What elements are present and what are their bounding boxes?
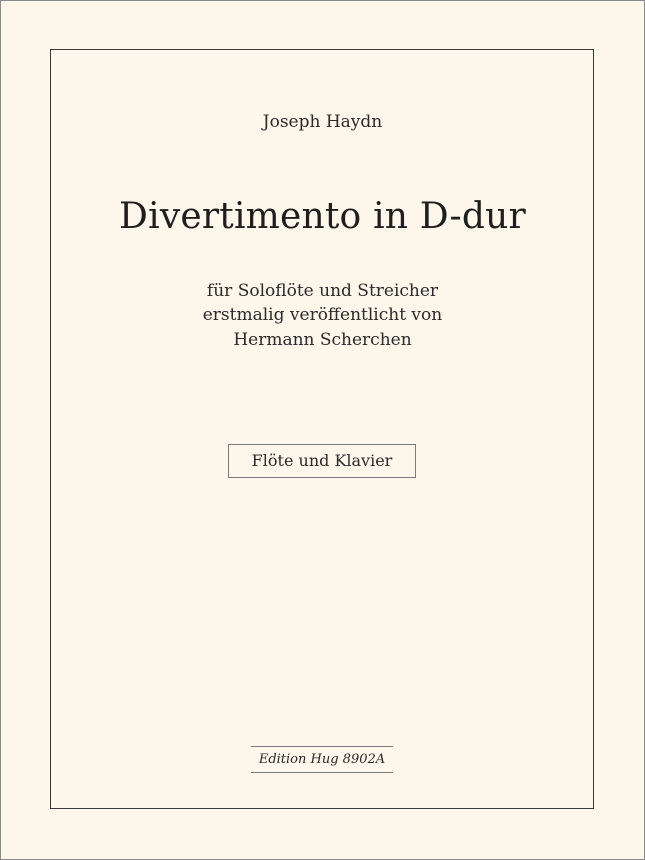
composer-name: Joseph Haydn bbox=[262, 112, 383, 132]
work-title: Divertimento in D-dur bbox=[119, 196, 526, 237]
subtitle-line-1: für Soloflöte und Streicher bbox=[206, 281, 439, 301]
instrumentation-label: Flöte und Klavier bbox=[228, 444, 416, 478]
cover-frame bbox=[50, 49, 594, 809]
subtitle-line-2: erstmalig veröffentlicht von bbox=[202, 305, 443, 325]
subtitle-line-3: Hermann Scherchen bbox=[233, 330, 412, 350]
edition-number: Edition Hug 8902A bbox=[251, 746, 393, 773]
